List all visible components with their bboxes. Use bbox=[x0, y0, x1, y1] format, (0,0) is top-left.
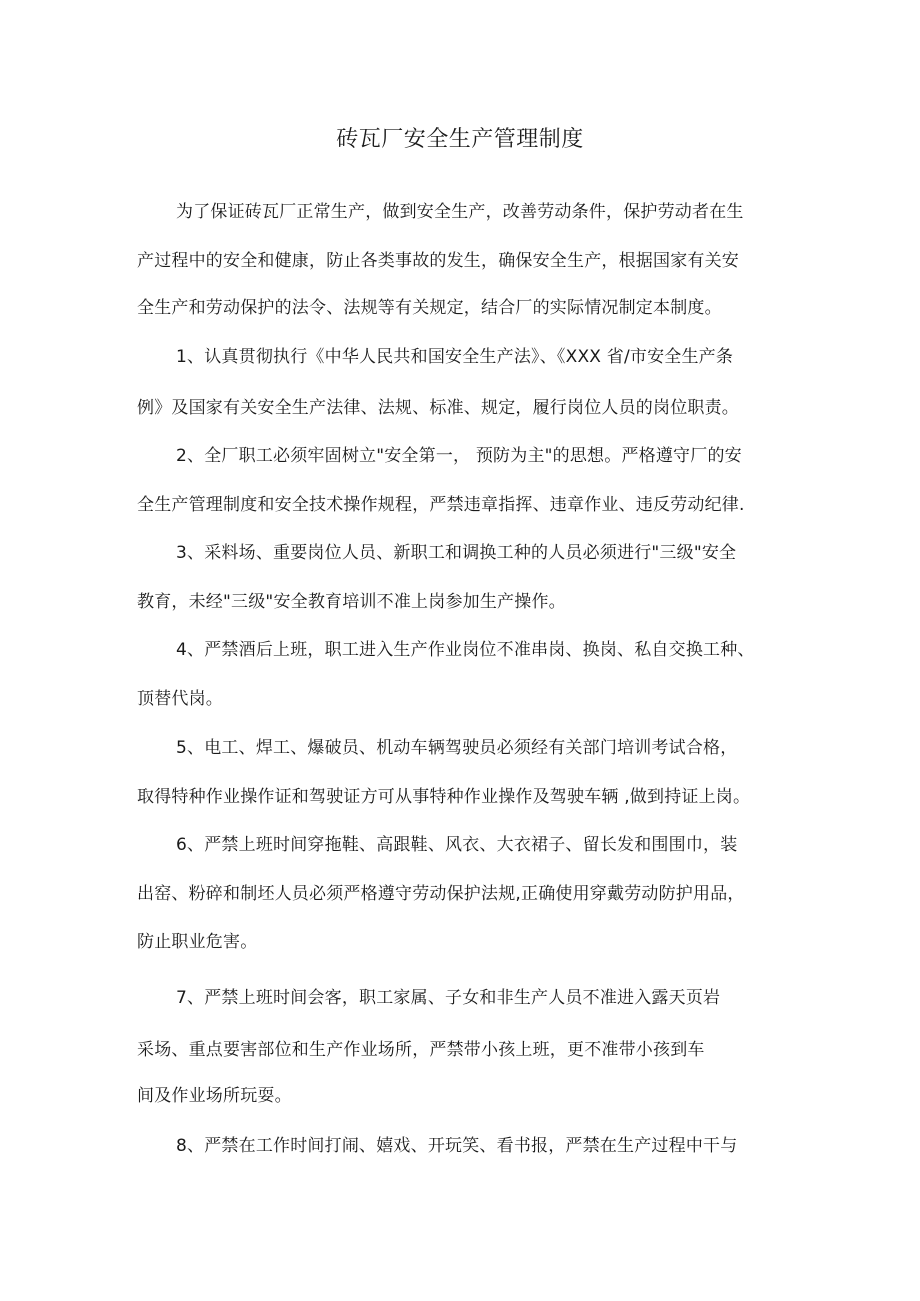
rule-4-line-2: 顶替代岗。 bbox=[137, 689, 223, 709]
intro-line-1: 为了保证砖瓦厂正常生产，做到安全生产，改善劳动条件，保护劳动者在生 bbox=[176, 202, 744, 222]
rule-2-line-2: 全生产管理制度和安全技术操作规程，严禁违章指挥、违章作业、违反劳动纪律. bbox=[137, 495, 745, 515]
rule-7-line-1: 7、严禁上班时间会客，职工家属、子女和非生产人员不准进入露天页岩 bbox=[176, 988, 721, 1008]
document-title: 砖瓦厂安全生产管理制度 bbox=[336, 127, 584, 152]
rule-8-line-1: 8、严禁在工作时间打闹、嬉戏、开玩笑、看书报，严禁在生产过程中干与 bbox=[176, 1136, 738, 1156]
rule-4-line-1: 4、严禁酒后上班，职工进入生产作业岗位不准串岗、换岗、私自交换工种、 bbox=[176, 640, 755, 660]
rule-2-line-1: 2、全厂职工必须牢固树立"安全第一， 预防为主"的思想。严格遵守厂的安 bbox=[176, 446, 742, 466]
rule-7-line-2: 采场、重点要害部位和生产作业场所，严禁带小孩上班，更不准带小孩到车 bbox=[137, 1040, 705, 1060]
rule-5-line-1: 5、电工、焊工、爆破员、机动车辆驾驶员必须经有关部门培训考试合格， bbox=[176, 738, 738, 758]
rule-3-line-2: 教育，未经"三级"安全教育培训不准上岗参加生产操作。 bbox=[137, 592, 566, 612]
rule-1-line-2: 例》及国家有关安全生产法律、法规、标准、规定，履行岗位人员的岗位职责。 bbox=[137, 398, 739, 418]
intro-line-3: 全生产和劳动保护的法令、法规等有关规定，结合厂的实际情况制定本制度。 bbox=[137, 298, 722, 318]
rule-5-line-2: 取得特种作业操作证和驾驶证方可从事特种作业操作及驾驶车辆 ,做到持证上岗。 bbox=[137, 787, 751, 807]
rule-7-line-3: 间及作业场所玩耍。 bbox=[137, 1086, 292, 1106]
intro-line-2: 产过程中的安全和健康，防止各类事故的发生，确保安全生产，根据国家有关安 bbox=[137, 251, 739, 271]
rule-3-line-1: 3、采料场、重要岗位人员、新职工和调换工种的人员必须进行"三级"安全 bbox=[176, 543, 737, 563]
rule-6-line-1: 6、严禁上班时间穿拖鞋、高跟鞋、风衣、大衣裙子、留长发和围围巾，装 bbox=[176, 835, 738, 855]
rule-1-line-1: 1、认真贯彻执行《中华人民共和国安全生产法》、《XXX 省/市安全生产条 bbox=[176, 347, 734, 367]
rule-6-line-2: 出窑、粉碎和制坯人员必须严格遵守劳动保护法规,正确使用穿戴劳动防护用品， bbox=[137, 884, 745, 904]
rule-6-line-3: 防止职业危害。 bbox=[137, 932, 258, 952]
